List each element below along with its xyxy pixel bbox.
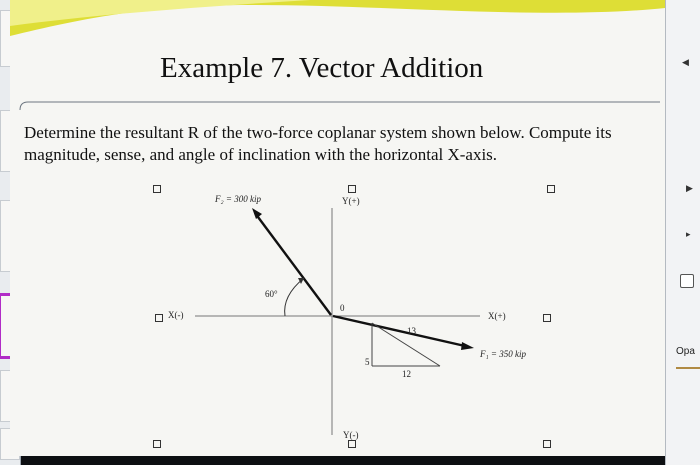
y-positive-label: Y(+)	[342, 196, 360, 206]
slide-canvas[interactable]	[10, 0, 665, 456]
f2-label: F₂ = 300 kip	[215, 194, 261, 204]
f2-vector	[255, 213, 331, 315]
placeholder-handle[interactable]	[153, 440, 161, 448]
checkbox[interactable]	[680, 274, 694, 288]
slide-content-frame	[20, 102, 660, 110]
problem-statement: Determine the resultant R of the two-force coplanar system shown below. Compute its magnitude, sense, and angle of inclination with the horizontal X-axis.	[24, 123, 612, 164]
format-pane	[665, 0, 700, 465]
f1-vector	[333, 316, 465, 346]
collapse-left-icon[interactable]: ◀	[682, 58, 689, 68]
opacity-slider[interactable]	[676, 367, 700, 369]
x-negative-label: X(-)	[168, 310, 184, 320]
placeholder-handle[interactable]	[348, 440, 356, 448]
y-negative-label: Y(-)	[343, 430, 359, 440]
expand-right-icon[interactable]: ▸	[686, 230, 691, 240]
expand-right-icon[interactable]: ▶	[686, 184, 693, 194]
angle-label: 60°	[265, 289, 278, 299]
x-positive-label: X(+)	[488, 311, 506, 321]
slope-label-13: 13	[407, 326, 416, 336]
placeholder-handle[interactable]	[153, 185, 161, 193]
opacity-label: Opa	[676, 346, 695, 357]
placeholder-handle[interactable]	[348, 185, 356, 193]
placeholder-handle[interactable]	[155, 314, 163, 322]
placeholder-handle[interactable]	[543, 440, 551, 448]
origin-label: 0	[340, 303, 345, 313]
slide-title: Example 7. Vector Addition	[160, 52, 484, 84]
f1-label: F₁ = 350 kip	[480, 349, 526, 359]
placeholder-handle[interactable]	[543, 314, 551, 322]
placeholder-handle[interactable]	[547, 185, 555, 193]
slope-label-12: 12	[402, 369, 411, 379]
f2-arrowhead	[252, 208, 262, 219]
slope-label-5: 5	[365, 357, 370, 367]
slope-triangle-hypotenuse	[372, 323, 440, 366]
f1-arrowhead	[461, 342, 474, 350]
